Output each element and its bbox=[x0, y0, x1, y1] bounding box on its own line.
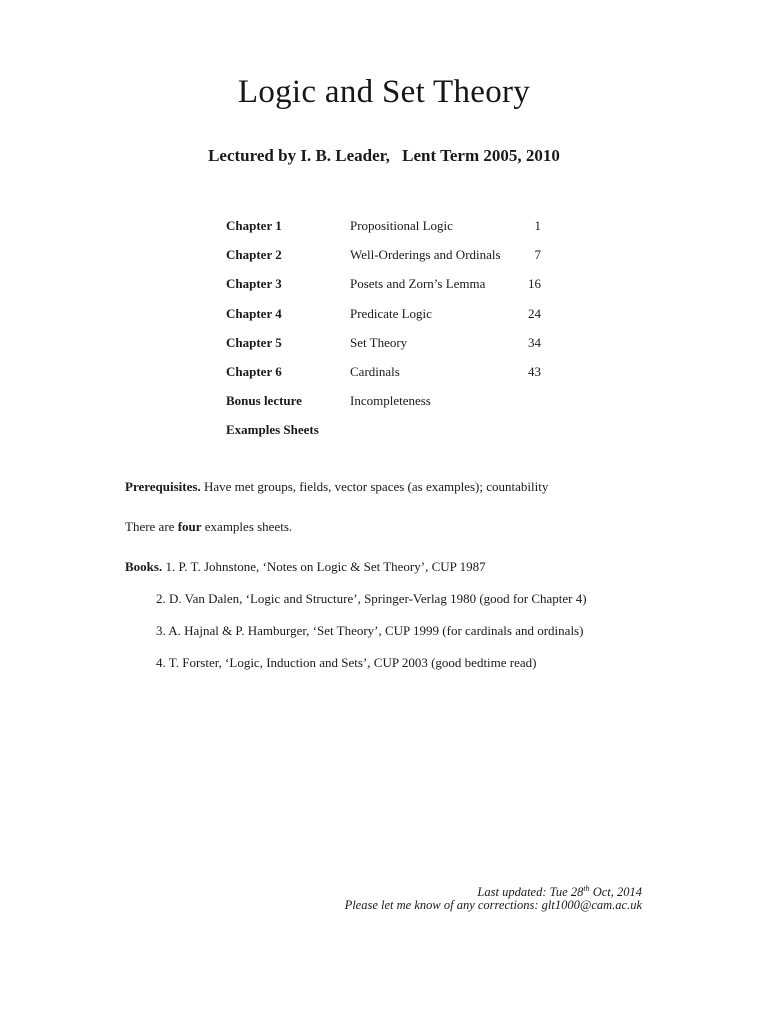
toc-row bbox=[226, 391, 556, 420]
toc-page-number: 34 bbox=[528, 334, 541, 350]
toc-page-number: 24 bbox=[528, 305, 541, 321]
toc-page-number: 16 bbox=[528, 276, 541, 292]
book-item: 1. P. T. Johnstone, ‘Notes on Logic & Set Theory’, CUP 1987 bbox=[165, 559, 486, 574]
toc-chapter: Chapter 3 bbox=[226, 276, 282, 292]
lecturer-line bbox=[0, 146, 768, 166]
last-updated-prefix: Last updated: Tue 28 bbox=[477, 885, 584, 899]
toc-chapter: Bonus lecture bbox=[226, 393, 302, 409]
last-updated-sup: th bbox=[583, 884, 590, 893]
toc-page-number: 7 bbox=[534, 247, 541, 263]
toc-chapter: Chapter 1 bbox=[226, 218, 282, 233]
books-label: Books. bbox=[125, 559, 163, 574]
toc-chapter: Chapter 4 bbox=[226, 305, 282, 321]
examples-count: four bbox=[177, 519, 202, 534]
toc-topic: Set Theory bbox=[350, 334, 408, 350]
lecture-term: Lent Term 2005, 2010 bbox=[402, 146, 560, 165]
examples-sheets-paragraph bbox=[125, 518, 292, 536]
toc-chapter: Chapter 6 bbox=[226, 363, 282, 379]
toc-chapter: Chapter 5 bbox=[226, 334, 282, 350]
toc-topic: Well-Orderings and Ordinals bbox=[350, 247, 501, 263]
prerequisites-label: Prerequisites. bbox=[125, 479, 201, 494]
examples-text-after: examples sheets. bbox=[204, 519, 293, 534]
toc-row bbox=[226, 245, 556, 274]
lecturer-name: Lectured by I. B. Leader, bbox=[208, 146, 390, 165]
toc-topic: Posets and Zorn’s Lemma bbox=[350, 276, 486, 292]
toc-row bbox=[226, 420, 556, 449]
books-first-line bbox=[125, 558, 486, 576]
prerequisites-paragraph bbox=[125, 478, 548, 496]
toc-chapter: Chapter 2 bbox=[226, 247, 282, 263]
toc-page-number: 1 bbox=[534, 218, 541, 233]
book-item: 4. T. Forster, ‘Logic, Induction and Sets’, CUP 2003 (good bedtime read) bbox=[156, 655, 537, 670]
toc-row bbox=[226, 216, 556, 245]
toc-topic: Predicate Logic bbox=[350, 305, 432, 321]
toc-topic: Propositional Logic bbox=[350, 218, 453, 233]
toc-page-number: 43 bbox=[528, 363, 541, 379]
last-updated-suffix: Oct, 2014 bbox=[592, 885, 642, 899]
document-title: Logic and Set Theory bbox=[237, 74, 531, 110]
book-item: 3. A. Hajnal & P. Hamburger, ‘Set Theory’, CUP 1999 (for cardinals and ordinals) bbox=[156, 623, 584, 638]
toc-row bbox=[226, 362, 556, 391]
toc-row bbox=[226, 333, 556, 362]
corrections-note: Please let me know of any corrections: glt1000@cam.ac.uk bbox=[344, 898, 642, 912]
toc-topic: Cardinals bbox=[350, 363, 400, 379]
examples-text-before: There are bbox=[125, 519, 175, 534]
prerequisites-text: Have met groups, fields, vector spaces (as examples); countability bbox=[203, 479, 549, 494]
toc-row bbox=[226, 274, 556, 303]
toc-row bbox=[226, 304, 556, 333]
book-item: 2. D. Van Dalen, ‘Logic and Structure’, Springer-Verlag 1980 (good for Chapter 4) bbox=[156, 591, 587, 606]
table-of-contents bbox=[226, 216, 556, 450]
toc-topic: Incompleteness bbox=[350, 393, 431, 409]
toc-chapter: Examples Sheets bbox=[226, 422, 319, 438]
